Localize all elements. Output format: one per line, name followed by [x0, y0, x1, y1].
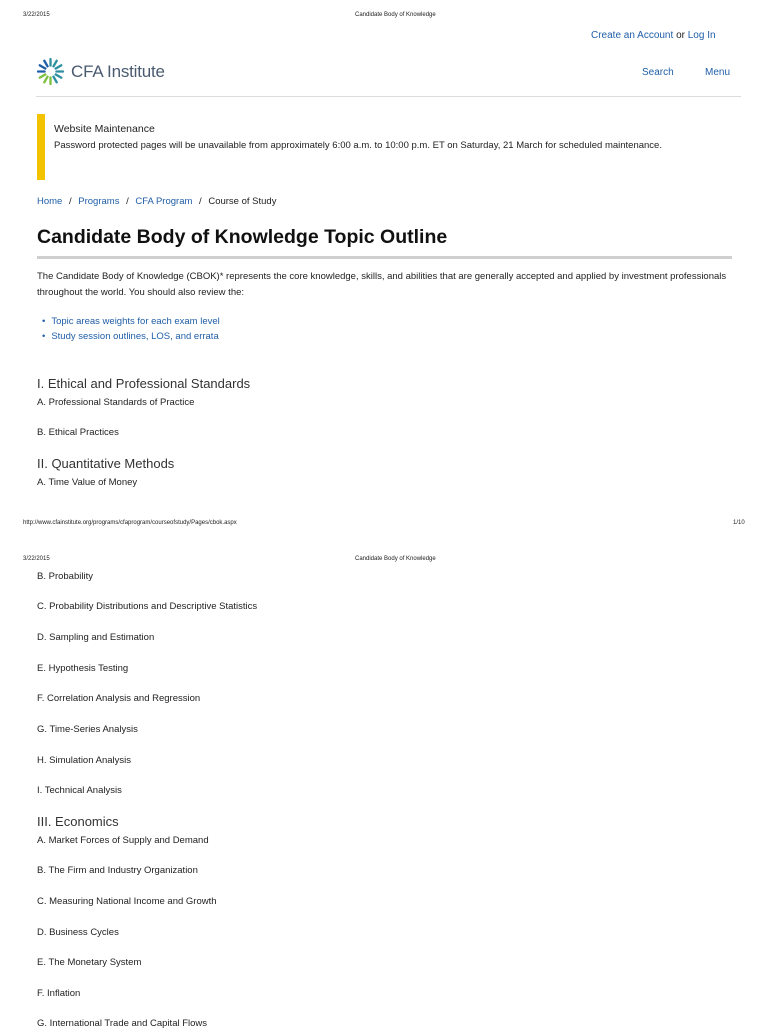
- topic-weights-link[interactable]: Topic areas weights for each exam level: [51, 316, 220, 327]
- or-text: or: [676, 30, 685, 41]
- login-link[interactable]: Log In: [687, 30, 716, 41]
- print-page-number: 1/10: [733, 520, 745, 526]
- list-item: [42, 316, 220, 331]
- print-date: 3/22/2015: [23, 556, 50, 562]
- alert-title: Website Maintenance: [54, 123, 155, 135]
- header-divider: [36, 96, 741, 97]
- outline-item: D. Business Cycles: [37, 927, 119, 938]
- outline-item: F. Correlation Analysis and Regression: [37, 693, 201, 704]
- section-heading: II. Quantitative Methods: [37, 456, 175, 471]
- study-session-link[interactable]: Study session outlines, LOS, and errata: [51, 331, 219, 342]
- search-link[interactable]: Search: [642, 67, 674, 78]
- outline-item: H. Simulation Analysis: [37, 755, 131, 766]
- outline-item: G. International Trade and Capital Flows: [37, 1018, 208, 1029]
- outline-item: A. Professional Standards of Practice: [37, 397, 195, 408]
- breadcrumb-cfa-program[interactable]: CFA Program: [135, 196, 193, 207]
- outline-item: B. The Firm and Industry Organization: [37, 865, 198, 876]
- account-links: [591, 30, 716, 41]
- breadcrumb: [37, 196, 276, 207]
- outline-item: C. Probability Distributions and Descriptive Statistics: [37, 601, 258, 612]
- outline-item: E. Hypothesis Testing: [37, 663, 129, 674]
- list-item: [42, 331, 220, 346]
- bullet-icon: •: [42, 331, 46, 342]
- print-title: Candidate Body of Knowledge: [355, 556, 436, 562]
- print-date: 3/22/2015: [23, 12, 50, 18]
- review-links: [42, 316, 220, 346]
- alert-bar: [37, 114, 45, 180]
- menu-link[interactable]: Menu: [705, 67, 731, 78]
- breadcrumb-home[interactable]: Home: [37, 196, 63, 207]
- brand-name: CFA Institute: [71, 62, 165, 81]
- breadcrumb-current: Course of Study: [208, 196, 277, 207]
- print-url: http://www.cfainstitute.org/programs/cfaprogram/courseofstudy/Pages/cbok.aspx: [23, 520, 237, 526]
- breadcrumb-sep: /: [199, 196, 202, 207]
- outline-item: C. Measuring National Income and Growth: [37, 896, 217, 907]
- cfa-logo-icon: [36, 57, 65, 86]
- maintenance-alert: [54, 123, 694, 154]
- outline-item: B. Ethical Practices: [37, 427, 119, 438]
- alert-body: Password protected pages will be unavailable from approximately 6:00 a.m. to 10:00 p.m. ET on Saturday, 21 March for scheduled maintenance.: [54, 140, 662, 151]
- intro-text: The Candidate Body of Knowledge (CBOK)* represents the core knowledge, skills, and abilities that are generally accepted and applied by investment professionals throughout the world. You should also review the:: [37, 271, 727, 298]
- breadcrumb-sep: /: [68, 196, 72, 207]
- page-title: Candidate Body of Knowledge Topic Outline: [37, 226, 448, 248]
- outline-item: A. Time Value of Money: [37, 477, 138, 488]
- outline-item: D. Sampling and Estimation: [37, 632, 155, 643]
- breadcrumb-programs[interactable]: Programs: [78, 196, 120, 207]
- outline-item: F. Inflation: [37, 988, 81, 999]
- outline-item: B. Probability: [37, 571, 93, 582]
- section-heading: III. Economics: [37, 814, 119, 829]
- outline-item: G. Time-Series Analysis: [37, 724, 138, 735]
- outline-item: A. Market Forces of Supply and Demand: [37, 835, 209, 846]
- bullet-icon: •: [42, 316, 46, 327]
- create-account-link[interactable]: Create an Account: [591, 30, 674, 41]
- section-heading: I. Ethical and Professional Standards: [37, 376, 251, 391]
- outline-item: E. The Monetary System: [37, 957, 142, 968]
- outline-item: I. Technical Analysis: [37, 785, 122, 796]
- brand-logo[interactable]: [36, 57, 176, 87]
- print-title: Candidate Body of Knowledge: [355, 12, 436, 18]
- title-underline: [37, 256, 732, 259]
- breadcrumb-sep: /: [126, 196, 129, 207]
